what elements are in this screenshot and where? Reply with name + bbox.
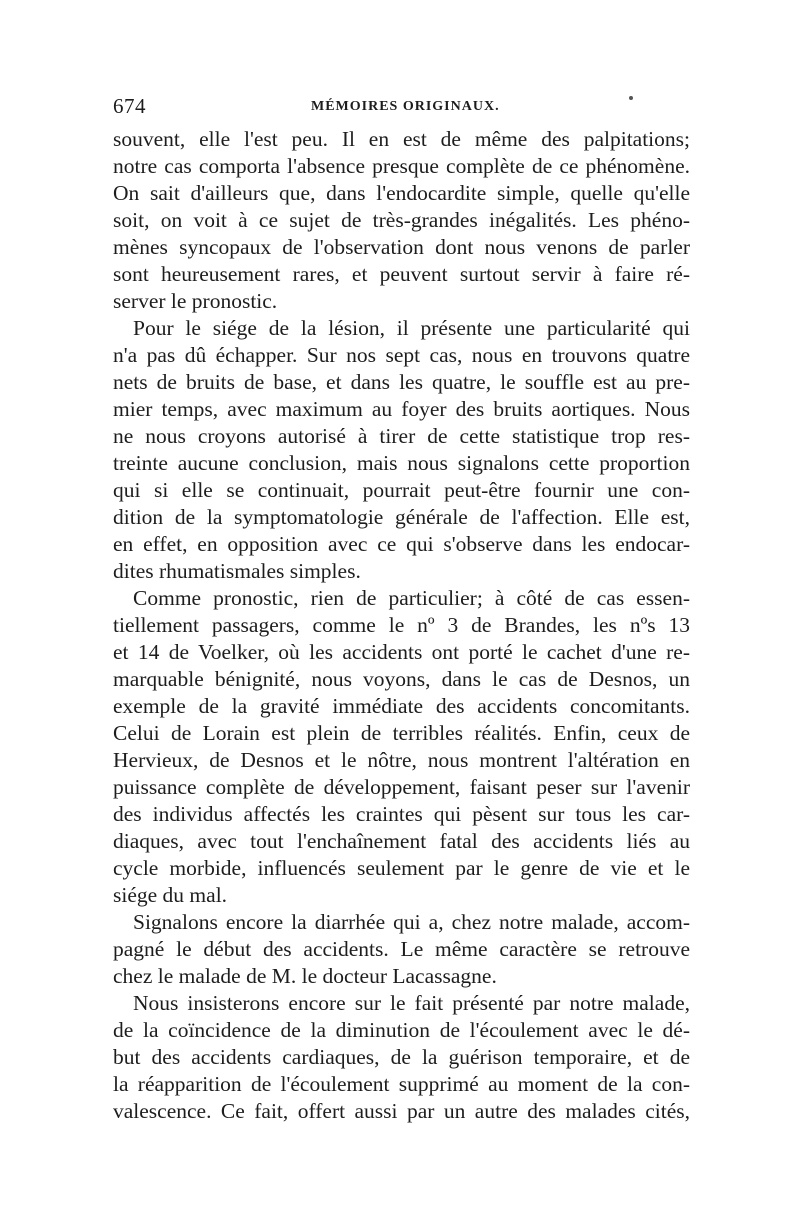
text-line: diaques, avec tout l'enchaînement fatal des accidents liés au bbox=[113, 829, 690, 853]
text-line: dites rhumatismales simples. bbox=[113, 559, 361, 583]
text-line: cycle morbide, influencés seulement par le genre de vie et le bbox=[113, 856, 690, 880]
page-header bbox=[113, 94, 690, 128]
text-line: chez le malade de M. le docteur Lacassagne. bbox=[113, 964, 497, 988]
paragraph-start-line: Pour le siége de la lésion, il présente une particularité qui bbox=[133, 316, 690, 340]
paragraph-start-line: Nous insisterons encore sur le fait présenté par notre malade, bbox=[133, 991, 690, 1015]
paragraph-start-line: Comme pronostic, rien de particulier; à côté de cas essen- bbox=[133, 586, 690, 610]
text-line: ne nous croyons autorisé à tirer de cette statistique trop res- bbox=[113, 424, 690, 448]
text-line: mier temps, avec maximum au foyer des bruits aortiques. Nous bbox=[113, 397, 690, 421]
text-line: la réapparition de l'écoulement supprimé au moment de la con- bbox=[113, 1072, 690, 1096]
text-line: but des accidents cardiaques, de la guérison temporaire, et de bbox=[113, 1045, 690, 1069]
text-line: soit, on voit à ce sujet de très-grandes inégalités. Les phéno- bbox=[113, 208, 690, 232]
text-line: server le pronostic. bbox=[113, 289, 278, 313]
text-line: treinte aucune conclusion, mais nous signalons cette proportion bbox=[113, 451, 690, 475]
text-line: mènes syncopaux de l'observation dont nous venons de parler bbox=[113, 235, 690, 259]
text-line: puissance complète de développement, faisant peser sur l'avenir bbox=[113, 775, 690, 799]
text-line: qui si elle se continuait, pourrait peut-être fournir une con- bbox=[113, 478, 690, 502]
running-head: MÉMOIRES ORIGINAUX. bbox=[311, 99, 500, 114]
text-line: notre cas comporta l'absence presque complète de ce phénomène. bbox=[113, 154, 690, 178]
text-line: et 14 de Voelker, où les accidents ont porté le cachet d'une re- bbox=[113, 640, 690, 664]
text-line: exemple de la gravité immédiate des accidents concomitants. bbox=[113, 694, 690, 718]
text-line: en effet, en opposition avec ce qui s'observe dans les endocar- bbox=[113, 532, 690, 556]
text-line: pagné le début des accidents. Le même caractère se retrouve bbox=[113, 937, 690, 961]
text-line: valescence. Ce fait, offert aussi par un autre des malades cités, bbox=[113, 1099, 690, 1123]
text-line: dition de la symptomatologie générale de l'affection. Elle est, bbox=[113, 505, 690, 529]
ink-dot bbox=[629, 96, 633, 100]
page-number: 674 bbox=[113, 94, 146, 118]
text-line: tiellement passagers, comme le nº 3 de Brandes, les nºs 13 bbox=[113, 613, 690, 637]
text-line: de la coïncidence de la diminution de l'écoulement avec le dé- bbox=[113, 1018, 690, 1042]
text-line: sont heureusement rares, et peuvent surtout servir à faire ré- bbox=[113, 262, 690, 286]
paragraph-start-line: Signalons encore la diarrhée qui a, chez notre malade, accom- bbox=[133, 910, 690, 934]
text-line: nets de bruits de base, et dans les quatre, le souffle est au pre- bbox=[113, 370, 690, 394]
text-line: Hervieux, de Desnos et le nôtre, nous montrent l'altération en bbox=[113, 748, 690, 772]
text-line: des individus affectés les craintes qui pèsent sur tous les car- bbox=[113, 802, 690, 826]
text-line: Celui de Lorain est plein de terribles réalités. Enfin, ceux de bbox=[113, 721, 690, 745]
text-line: n'a pas dû échapper. Sur nos sept cas, nous en trouvons quatre bbox=[113, 343, 690, 367]
text-line: siége du mal. bbox=[113, 883, 228, 907]
text-line: marquable bénignité, nous voyons, dans le cas de Desnos, un bbox=[113, 667, 690, 691]
text-line: On sait d'ailleurs que, dans l'endocardite simple, quelle qu'elle bbox=[113, 181, 690, 205]
body-text bbox=[113, 126, 690, 1125]
text-line: souvent, elle l'est peu. Il en est de même des palpitations; bbox=[113, 127, 690, 151]
